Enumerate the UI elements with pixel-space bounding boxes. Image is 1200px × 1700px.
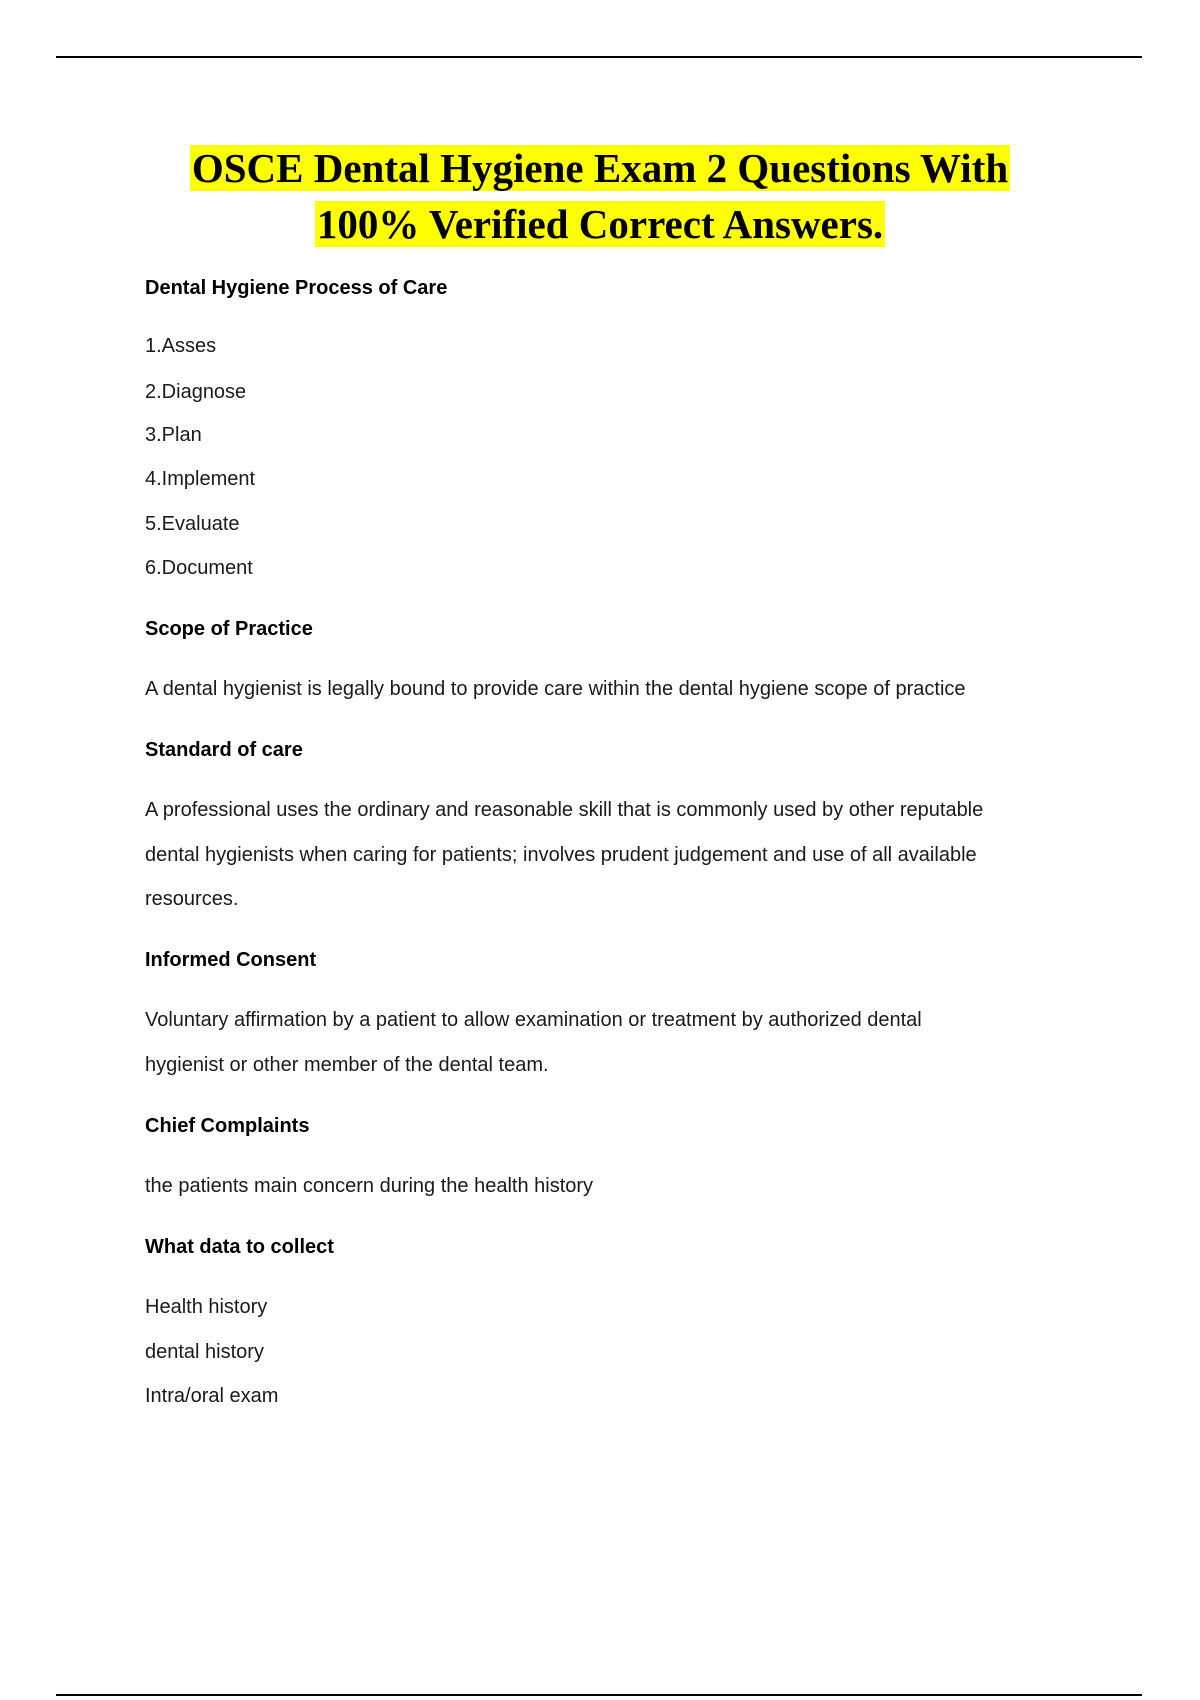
list-item: 6.Document [145, 557, 253, 579]
title-line-2: 100% Verified Correct Answers. [316, 201, 884, 247]
paragraph-line: A dental hygienist is legally bound to provide care within the dental hygiene scope of practice [145, 678, 966, 700]
list-item: 3.Plan [145, 424, 202, 446]
section-heading-chief-complaints: Chief Complaints [145, 1115, 310, 1137]
list-item: 5.Evaluate [145, 513, 240, 535]
bottom-rule [56, 1694, 1142, 1696]
list-item: 1.Asses [145, 335, 217, 357]
list-item: dental history [145, 1341, 264, 1363]
list-item: 4.Implement [145, 468, 256, 490]
paragraph-line: A professional uses the ordinary and reasonable skill that is commonly used by other reputable [145, 799, 984, 821]
paragraph-line: Voluntary affirmation by a patient to allow examination or treatment by authorized dental [145, 1009, 922, 1031]
paragraph-line: hygienist or other member of the dental team. [145, 1054, 549, 1076]
paragraph-line: resources. [145, 888, 239, 910]
list-item: Health history [145, 1296, 268, 1318]
section-heading-informed-consent: Informed Consent [145, 949, 317, 971]
section-heading-standard-of-care: Standard of care [145, 739, 303, 761]
section-heading-process-of-care: Dental Hygiene Process of Care [145, 277, 448, 299]
section-heading-what-data-to-collect: What data to collect [145, 1236, 334, 1258]
top-rule [56, 56, 1142, 58]
list-item: 2.Diagnose [145, 381, 247, 403]
list-item: Intra/oral exam [145, 1385, 279, 1407]
section-heading-scope-of-practice: Scope of Practice [145, 618, 313, 640]
page-title [120, 140, 1080, 252]
title-line-1: OSCE Dental Hygiene Exam 2 Questions With [191, 145, 1009, 191]
paragraph-line: dental hygienists when caring for patients; involves prudent judgement and use of all available [145, 844, 977, 866]
paragraph-line: the patients main concern during the health history [145, 1175, 594, 1197]
